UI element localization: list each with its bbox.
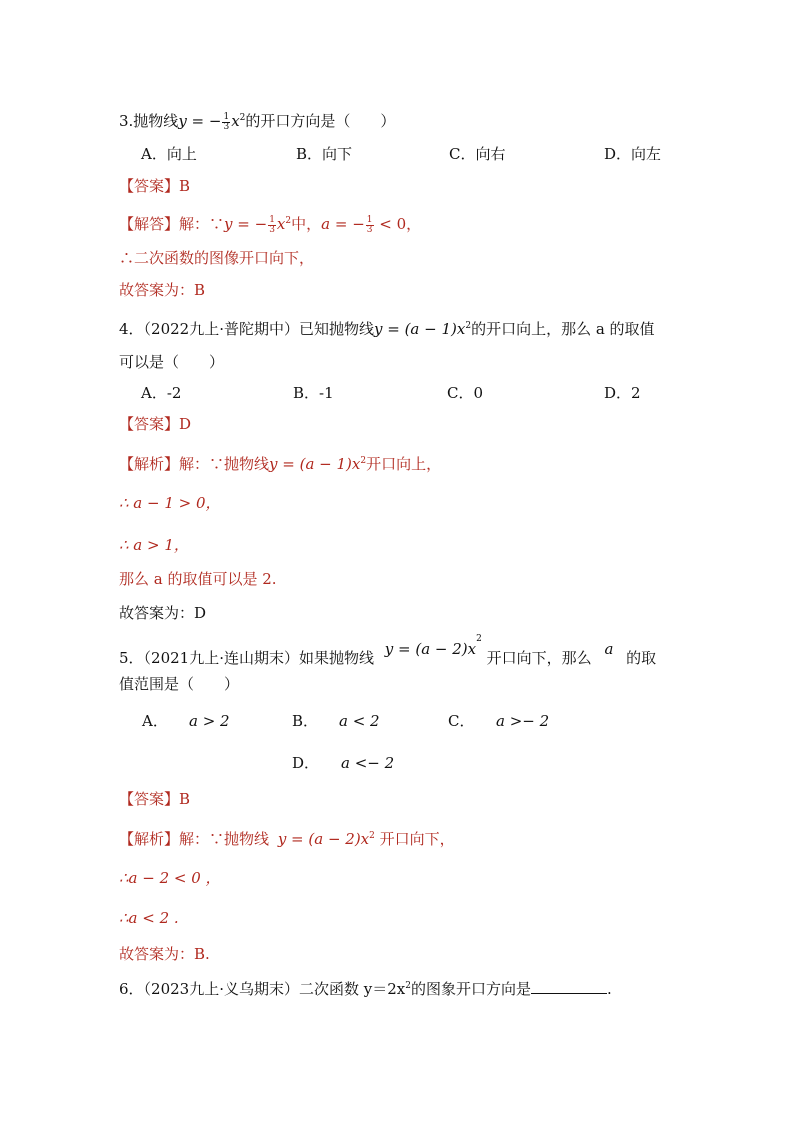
q4-stem: 4．（2022九上·普陀期中）已知抛物线$y = (a - 1)x^2$的开口向上，那么 a 的取值: [119, 320, 655, 338]
q3-answer-value: B: [179, 177, 191, 195]
q3-answer: 【答案】B: [119, 177, 191, 195]
q5-answer: 【答案】B: [119, 790, 191, 808]
q3-solution: 【解答】解：∵y = − $\frac{1}{3}$ $x^2$中，a = − $\frac{1}{3}$ < 0，: [119, 214, 422, 235]
q4-step3: 那么 a 的取值可以是 2.: [119, 570, 277, 588]
q5-stem-line2: 值范围是（ ）: [119, 675, 240, 693]
q5-option-b-value: a < 2: [339, 712, 380, 730]
q5-option-d-value: a <− 2: [341, 754, 395, 772]
q5-solution: 【解析】解：∵抛物线 $y = (a - 2)x^2$ 开口向下，: [119, 830, 455, 848]
q5-stem: 5．（2021九上·连山期末）如果抛物线 $y = (a - 2)x^2$ 开口向下，那么 a 的取: [119, 634, 657, 667]
q3-option-c: C．向右: [449, 145, 506, 163]
q3-final: 故答案为：B: [119, 281, 206, 299]
q5-option-d: D．: [292, 754, 320, 772]
q4-answer: 【答案】D: [119, 415, 192, 433]
q4-stem-line2: 可以是（ ）: [119, 353, 225, 371]
q3-conclusion: ∴二次函数的图像开口向下，: [119, 249, 315, 267]
q3-stem-prefix: 3.抛物线: [119, 112, 179, 130]
q3-stem-suffix: 的开口方向是（ ）: [245, 112, 396, 130]
q3-stem: [119, 108, 395, 132]
q3-option-a: A．向上: [141, 145, 197, 163]
q5-option-a: A．: [142, 712, 168, 730]
q5-step2: ∴a < 2 .: [119, 909, 179, 927]
q5-final: 故答案为：B.: [119, 945, 210, 963]
q5-option-c-value: a >− 2: [496, 712, 550, 730]
q4-solution: 【解析】解：∵抛物线$y = (a - 1)x^2$开口向上，: [119, 455, 442, 473]
q4-step2: ∴ a > 1，: [119, 536, 189, 554]
q4-final: 故答案为：D: [119, 604, 207, 622]
q4-option-c: C．0: [447, 384, 484, 402]
q4-step1: ∴ a − 1 > 0，: [119, 494, 221, 512]
q3-option-d: D．向左: [604, 145, 662, 163]
q5-answer-value: B: [179, 790, 191, 808]
q4-answer-value: D: [179, 415, 192, 433]
q3-stem-equation: y = − $\frac{1}{3}$ $x^2$: [178, 111, 246, 132]
q6-stem: 6．（2023九上·义乌期末）二次函数 $y=2x^2$的图象开口方向是 .: [119, 980, 612, 998]
q6-answer-blank[interactable]: [531, 979, 607, 994]
q3-option-b: B．向下: [296, 145, 353, 163]
q5-option-c: C．: [448, 712, 475, 730]
q4-option-a: A．-2: [141, 384, 182, 402]
q5-option-b: B．: [292, 712, 319, 730]
q4-option-b: B．-1: [293, 384, 334, 402]
q5-step1: ∴a − 2 < 0 ，: [119, 869, 221, 887]
q5-option-a-value: a > 2: [189, 712, 230, 730]
q4-option-d: D．2: [604, 384, 641, 402]
